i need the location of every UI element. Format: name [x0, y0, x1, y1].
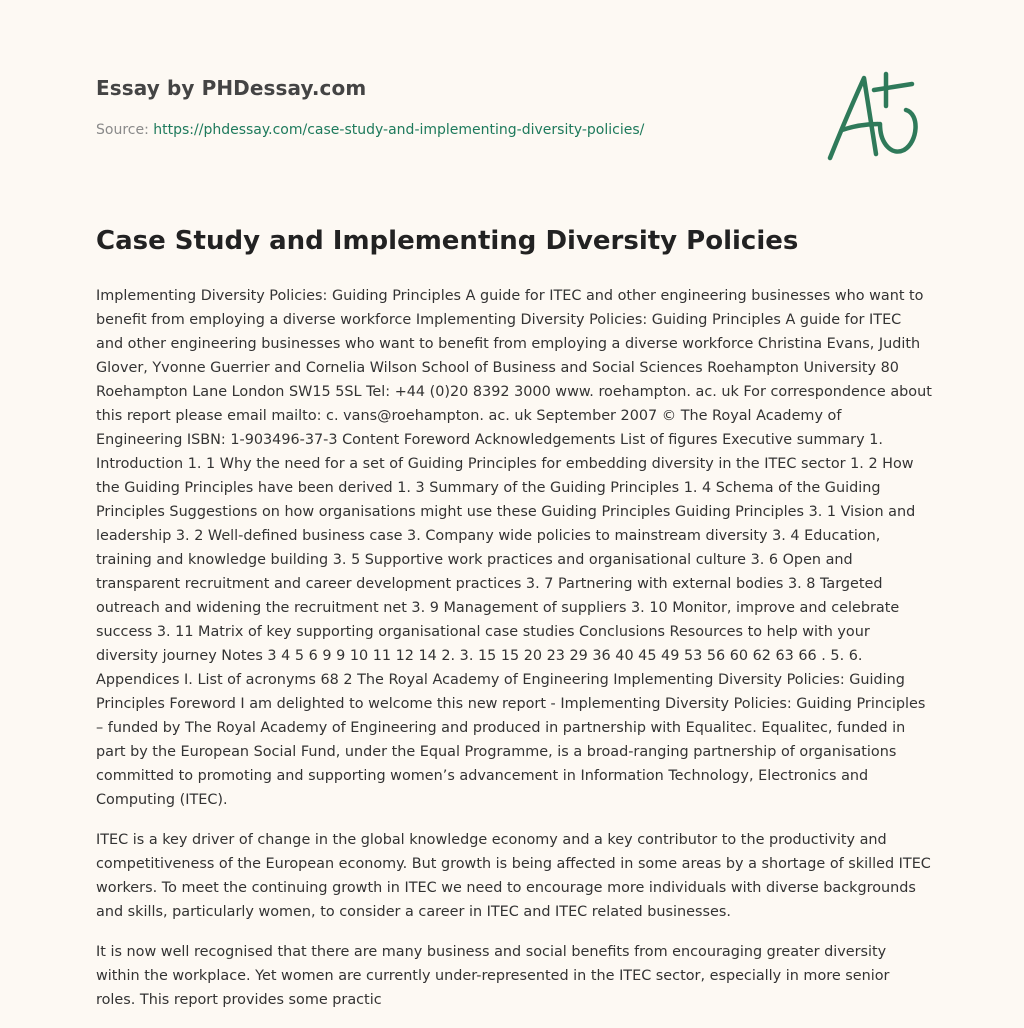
- source-line: [96, 122, 796, 138]
- site-title: Essay by PHDessay.com: [96, 76, 367, 100]
- article-title: Case Study and Implementing Diversity Policies: [96, 226, 799, 256]
- article-body: [96, 284, 932, 1028]
- article-paragraph: It is now well recognised that there are many business and social benefits from encouraging greater diversity within the workplace. Yet women are currently under-represented in the ITEC sector, especially in more senior roles. This report provides some practic: [96, 944, 890, 1008]
- source-label: Source:: [96, 122, 154, 138]
- article-paragraph: Implementing Diversity Policies: Guiding Principles A guide for ITEC and other engineering businesses who want to benefit from employing a diverse workforce Implementing Diversity Policies: Guiding Principles A guide for ITEC and other engineering businesses who want to benefit from employing a diverse workforce Christina Evans, Judith Glover, Yvonne Guerrier and Cornelia Wilson School of Business and Social Sciences Roehampton University 80 Roehampton Lane London SW15 5SL Tel: +44 (0)20 8392 3000 www. roehampton. ac. uk For correspondence about this report please email mailto: c. vans@roehampton. ac. uk September 2007 © The Royal Academy of Engineering ISBN: 1-903496-37-3 Content Foreword Acknowledgements List of figures Executive summary 1. Introduction 1. 1 Why the need for a set of Guiding Principles for embedding diversity in the ITEC sector 1. 2 How the Guiding Principles have been derived 1. 3 Summary of the Guiding Principles 1. 4 Schema of the Guiding Principles Suggestions on how organisations might use these Guiding Principles Guiding Principles 3. 1 Vision and leadership 3. 2 Well-defined business case 3. Company wide policies to mainstream diversity 3. 4 Education, training and knowledge building 3. 5 Supportive work practices and organisational culture 3. 6 Open and transparent recruitment and career development practices 3. 7 Partnering with external bodies 3. 8 Targeted outreach and widening the recruitment net 3. 9 Management of suppliers 3. 10 Monitor, improve and celebrate success 3. 11 Matrix of key supporting organisational case studies Conclusions Resources to help with your diversity journey Notes 3 4 5 6 9 9 10 11 12 14 2. 3. 15 15 20 23 29 36 40 45 49 53 56 60 62 63 66 . 5. 6. Appendices I. List of acronyms 68 2 The Royal Academy of Engineering Implementing Diversity Policies: Guiding Principles Foreword I am delighted to welcome this new report - Implementing Diversity Policies: Guiding Principles – funded by The Royal Academy of Engineering and produced in partnership with Equalitec. Equalitec, funded in part by the European Social Fund, under the Equal Programme, is a broad-ranging partnership of organisations committed to promoting and supporting women’s advancement in Information Technology, Electronics and Computing (ITEC).: [96, 288, 932, 808]
- page-header: [96, 76, 796, 138]
- a-plus-logo-icon: [820, 66, 930, 166]
- source-link[interactable]: https://phdessay.com/case-study-and-implementing-diversity-policies/: [153, 122, 645, 138]
- article-paragraph: ITEC is a key driver of change in the global knowledge economy and a key contributor to the productivity and competitiveness of the European economy. But growth is being affected in some areas by a shortage of skilled ITEC workers. To meet the continuing growth in ITEC we need to encourage more individuals with diverse backgrounds and skills, particularly women, to consider a career in ITEC and ITEC related businesses.: [96, 832, 931, 920]
